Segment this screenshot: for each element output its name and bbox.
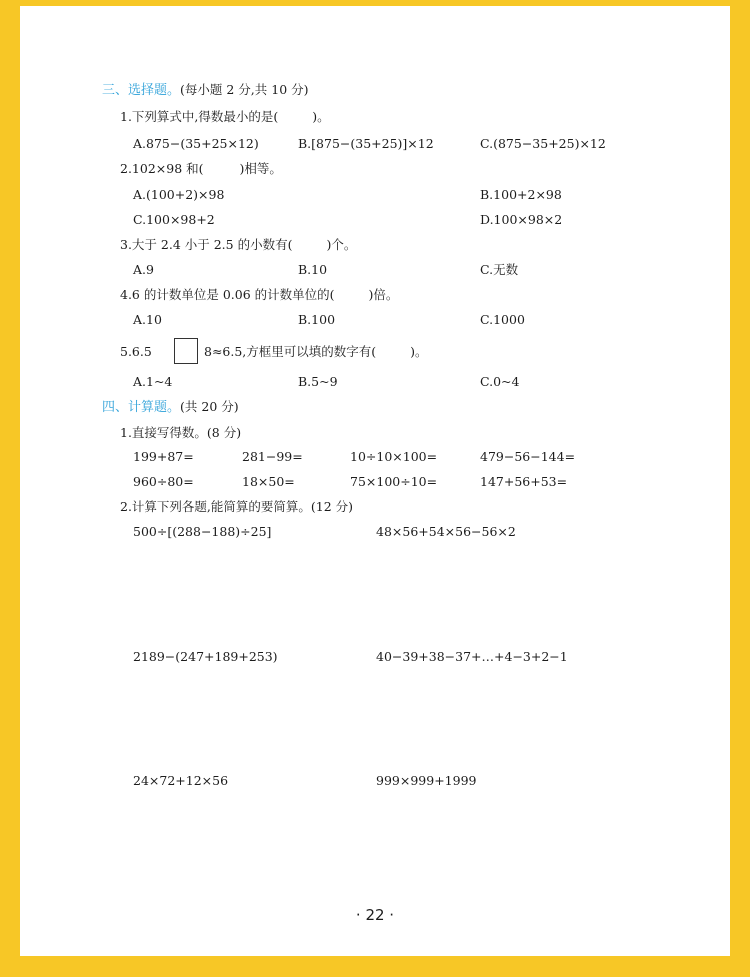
q4-stem [120, 287, 398, 303]
q1-stem-end: )。 [312, 109, 330, 124]
quick-calc-item: 10÷10×100= [350, 449, 438, 464]
q2-option-d: D.100×98×2 [480, 212, 563, 227]
q3-option-c: C.无数 [480, 262, 519, 277]
calc-problem: 40−39+38−37+…+4−3+2−1 [376, 649, 568, 664]
section4-note: (共 20 分) [180, 399, 239, 414]
q3-stem-text: 3.大于 2.4 小于 2.5 的小数有( [120, 237, 293, 252]
q1-option-c: C.(875−35+25)×12 [480, 136, 606, 151]
q3-option-b: B.10 [298, 262, 328, 277]
calc-problem: 48×56+54×56−56×2 [376, 524, 516, 539]
section4-title: 四、计算题。 [102, 400, 181, 415]
q1-option-a: A.875−(35+25×12) [133, 136, 259, 151]
q1-stem-text: 1.下列算式中,得数最小的是( [120, 109, 279, 124]
section3-header [102, 82, 309, 99]
q1-option-b: B.[875−(35+25)]×12 [298, 136, 434, 151]
q2-stem [120, 161, 282, 177]
q1-stem [120, 109, 330, 125]
q2-option-b: B.100+2×98 [480, 187, 562, 202]
q3-stem-end: )个。 [326, 237, 357, 252]
quick-calc-item: 960÷80= [133, 474, 194, 489]
q3-option-a: A.9 [133, 262, 154, 277]
q4-stem-text: 4.6 的计数单位是 0.06 的计数单位的( [120, 287, 335, 302]
quick-calc-item: 281−99= [242, 449, 303, 464]
part2-title: 2.计算下列各题,能简算的要简算。(12 分) [120, 499, 354, 514]
q2-stem-end: )相等。 [239, 161, 282, 176]
q5-stem-text: 8≈6.5,方框里可以填的数字有( [204, 344, 377, 359]
quick-calc-item: 199+87= [133, 449, 194, 464]
section4-header [102, 399, 239, 416]
part1-title: 1.直接写得数。(8 分) [120, 425, 242, 440]
calc-problem: 500÷[(288−188)÷25] [133, 524, 272, 539]
q2-option-a: A.(100+2)×98 [133, 187, 225, 202]
calc-problem: 2189−(247+189+253) [133, 649, 278, 664]
answer-box [174, 338, 198, 364]
q4-option-b: B.100 [298, 312, 336, 327]
q4-option-c: C.1000 [480, 312, 525, 327]
quick-calc-item: 147+56+53= [480, 474, 568, 489]
section3-title: 三、选择题。 [102, 83, 181, 98]
q5-option-c: C.0~4 [480, 374, 520, 389]
q5-stem-end: )。 [410, 344, 428, 359]
q4-stem-end: )倍。 [368, 287, 399, 302]
quick-calc-item: 479−56−144= [480, 449, 576, 464]
q5-option-a: A.1~4 [133, 374, 173, 389]
quick-calc-item: 75×100÷10= [350, 474, 438, 489]
calc-problem: 24×72+12×56 [133, 773, 229, 788]
page-number: · 22 · [355, 906, 395, 924]
q5-stem [204, 344, 428, 360]
calc-problem: 999×999+1999 [376, 773, 477, 788]
section3-note: (每小题 2 分,共 10 分) [180, 82, 309, 97]
quick-calc-item: 18×50= [242, 474, 295, 489]
worksheet-page [20, 6, 730, 956]
q5-option-b: B.5~9 [298, 374, 338, 389]
q5-stem-prefix: 5.6.5 [120, 344, 152, 359]
q2-stem-text: 2.102×98 和( [120, 161, 204, 176]
q3-stem [120, 237, 356, 253]
q2-option-c: C.100×98+2 [133, 212, 215, 227]
q4-option-a: A.10 [133, 312, 162, 327]
